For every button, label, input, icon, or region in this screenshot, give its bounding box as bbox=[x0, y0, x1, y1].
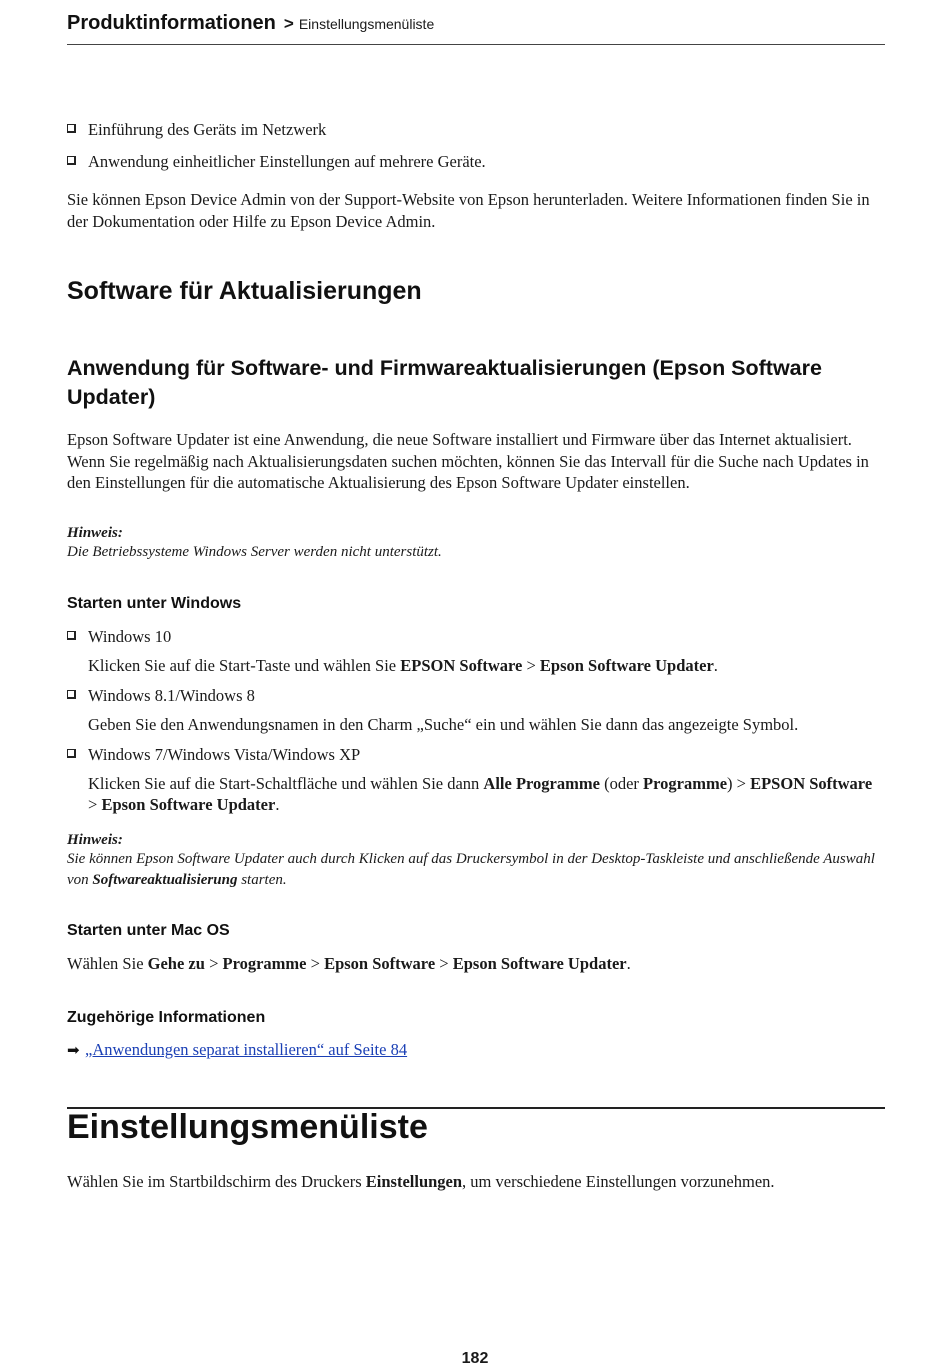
heading-mac: Starten unter Mac OS bbox=[67, 922, 230, 939]
note-label: Hinweis: bbox=[67, 525, 123, 541]
checkbox-bullet-icon bbox=[67, 156, 76, 165]
windows-list bbox=[67, 626, 885, 816]
related-link[interactable]: „Anwendungen separat installieren“ auf Seite 84 bbox=[85, 1040, 408, 1059]
win7-instructions: Klicken Sie auf die Start-Schaltfläche und wählen Sie dann Alle Programme (oder Programme) > EPSON Software > Epson Software Updater. bbox=[88, 773, 873, 814]
note-box-taskbar bbox=[67, 832, 885, 891]
header-section: Produktinformationen bbox=[67, 12, 276, 34]
heading-windows: Starten unter Windows bbox=[67, 595, 242, 612]
settings-paragraph: Wählen Sie im Startbildschirm des Druckers Einstellungen, um verschiedene Einstellungen vorzunehmen. bbox=[67, 1172, 775, 1191]
page-number: 182 bbox=[461, 1350, 489, 1367]
intro-paragraph: Sie können Epson Device Admin von der Support-Website von Epson herunterladen. Weitere Informationen finden Sie in der Dokumentation oder Hilfe zu Epson Device Admin. bbox=[67, 190, 870, 231]
list-item: Einführung des Geräts im Netzwerk bbox=[67, 119, 885, 141]
heading-related-info: Zugehörige Informationen bbox=[67, 1009, 266, 1026]
mac-instructions: Wählen Sie Gehe zu > Programme > Epson Software > Epson Software Updater. bbox=[67, 954, 631, 973]
note-text: Die Betriebssysteme Windows Server werden nicht unterstützt. bbox=[67, 544, 442, 560]
checkbox-bullet-icon bbox=[67, 690, 76, 699]
list-item-win8: Windows 8.1/Windows 8 bbox=[67, 685, 885, 707]
checkbox-bullet-icon bbox=[67, 124, 76, 133]
checkbox-bullet-icon bbox=[67, 631, 76, 640]
arrow-right-icon: ➡ bbox=[67, 1041, 80, 1059]
related-link-row[interactable] bbox=[67, 1040, 885, 1060]
page-header bbox=[67, 12, 885, 45]
note-text: Sie können Epson Software Updater auch durch Klicken auf das Druckersymbol in der Desktop-Taskleiste und anschließende Auswahl von Softwareaktualisierung starten. bbox=[67, 851, 875, 888]
note-box bbox=[67, 525, 885, 563]
list-item-win7: Windows 7/Windows Vista/Windows XP bbox=[67, 744, 885, 766]
intro-bullet-list bbox=[67, 119, 885, 172]
checkbox-bullet-icon bbox=[67, 749, 76, 758]
note-label: Hinweis: bbox=[67, 832, 123, 848]
list-item: Anwendung einheitlicher Einstellungen auf mehrere Geräte. bbox=[67, 151, 885, 173]
win10-instructions: Klicken Sie auf die Start-Taste und wählen Sie EPSON Software > Epson Software Updater. bbox=[88, 655, 718, 675]
subsection-title-updater: Anwendung für Software- und Firmwareaktualisierungen (Epson Software Updater) bbox=[67, 356, 822, 409]
section-title-software: Software für Aktualisierungen bbox=[67, 277, 422, 305]
chapter-title: Einstellungsmenüliste bbox=[67, 1108, 428, 1146]
updater-paragraph: Epson Software Updater ist eine Anwendung, die neue Software installiert und Firmware über das Internet aktualisiert. Wenn Sie regelmäßig nach Aktualisierungsdaten suchen möchten, können Sie das Intervall für die Suche nach Updates in den Einstellungen für die automatische Aktualisierung des Epson Software Updater einstellen. bbox=[67, 430, 869, 492]
list-item-win10: Windows 10 bbox=[67, 626, 885, 648]
header-subsection: Einstellungsmenüliste bbox=[298, 16, 435, 32]
win8-instructions: Geben Sie den Anwendungsnamen in den Charm „Suche“ ein und wählen Sie dann das angezeigte Symbol. bbox=[88, 714, 799, 734]
breadcrumb-separator: > bbox=[283, 14, 294, 33]
